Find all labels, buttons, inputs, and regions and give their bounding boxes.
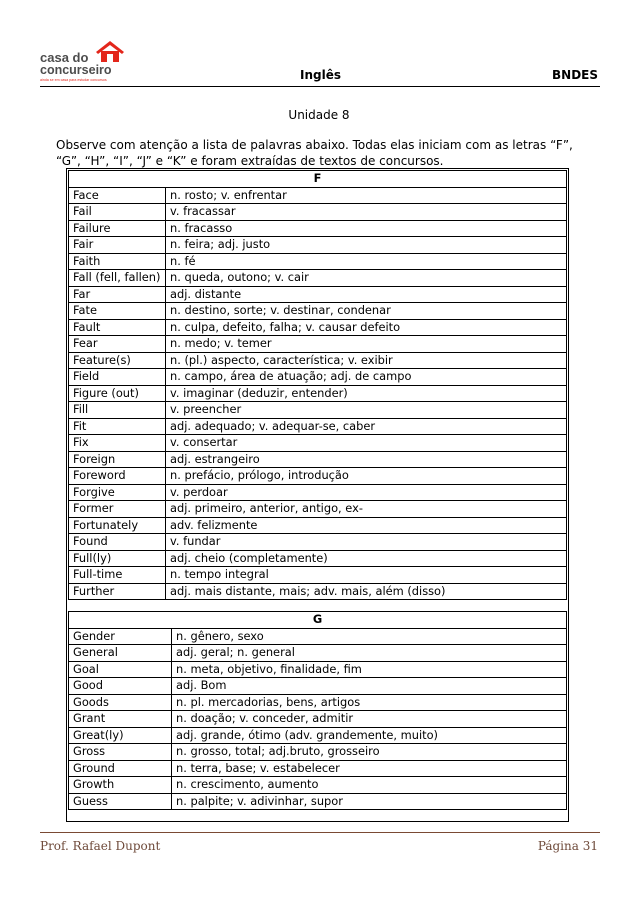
meaning-cell: n. rosto; v. enfrentar bbox=[166, 187, 567, 204]
table-row bbox=[69, 484, 567, 501]
meaning-cell: v. imaginar (deduzir, entender) bbox=[166, 385, 567, 402]
meaning-cell: v. fracassar bbox=[166, 204, 567, 221]
meaning-cell: v. preencher bbox=[166, 402, 567, 419]
header-subject: Inglês bbox=[300, 68, 341, 82]
footer-divider bbox=[40, 832, 600, 833]
logo-tagline: ainda se em casa para estudar concursos bbox=[40, 78, 107, 82]
meaning-cell: n. culpa, defeito, falha; v. causar defeito bbox=[166, 319, 567, 336]
vocabulary-table-f bbox=[68, 170, 567, 600]
table-row bbox=[69, 336, 567, 353]
meaning-cell: n. queda, outono; v. cair bbox=[166, 270, 567, 287]
word-cell: Feature(s) bbox=[69, 352, 166, 369]
table-row bbox=[69, 628, 567, 645]
meaning-cell: adj. cheio (completamente) bbox=[166, 550, 567, 567]
table-row bbox=[69, 204, 567, 221]
casa-do-concurseiro-logo bbox=[38, 38, 134, 86]
word-cell: Gross bbox=[69, 744, 172, 761]
section-header-f: F bbox=[69, 171, 567, 188]
meaning-cell: n. grosso, total; adj.bruto, grosseiro bbox=[172, 744, 567, 761]
meaning-cell: adv. felizmente bbox=[166, 517, 567, 534]
word-cell: Far bbox=[69, 286, 166, 303]
footer-author: Prof. Rafael Dupont bbox=[40, 839, 161, 853]
table-row bbox=[69, 468, 567, 485]
table-row bbox=[69, 220, 567, 237]
word-cell: Foreign bbox=[69, 451, 166, 468]
word-cell: Great(ly) bbox=[69, 727, 172, 744]
word-cell: Good bbox=[69, 678, 172, 695]
word-cell: Fit bbox=[69, 418, 166, 435]
word-cell: Growth bbox=[69, 777, 172, 794]
table-row bbox=[69, 402, 567, 419]
meaning-cell: n. crescimento, aumento bbox=[172, 777, 567, 794]
table-row bbox=[69, 744, 567, 761]
meaning-cell: n. feira; adj. justo bbox=[166, 237, 567, 254]
table-row bbox=[69, 550, 567, 567]
logo-line1: casa do bbox=[40, 50, 89, 65]
word-cell: Fear bbox=[69, 336, 166, 353]
word-cell: Found bbox=[69, 534, 166, 551]
table-row bbox=[69, 435, 567, 452]
table-row bbox=[69, 760, 567, 777]
unit-title: Unidade 8 bbox=[288, 108, 350, 122]
word-cell: Faith bbox=[69, 253, 166, 270]
meaning-cell: n. (pl.) aspecto, característica; v. exibir bbox=[166, 352, 567, 369]
word-cell: Guess bbox=[69, 793, 172, 810]
meaning-cell: v. consertar bbox=[166, 435, 567, 452]
table-row bbox=[69, 583, 567, 600]
word-cell: Face bbox=[69, 187, 166, 204]
word-cell: Goal bbox=[69, 661, 172, 678]
meaning-cell: n. palpite; v. adivinhar, supor bbox=[172, 793, 567, 810]
table-row bbox=[69, 517, 567, 534]
word-cell: Failure bbox=[69, 220, 166, 237]
table-row bbox=[69, 694, 567, 711]
word-cell: Fault bbox=[69, 319, 166, 336]
table-row bbox=[69, 661, 567, 678]
table-row bbox=[69, 369, 567, 386]
table-row bbox=[69, 711, 567, 728]
meaning-cell: adj. adequado; v. adequar-se, caber bbox=[166, 418, 567, 435]
word-cell: Grant bbox=[69, 711, 172, 728]
table-row bbox=[69, 270, 567, 287]
word-cell: General bbox=[69, 645, 172, 662]
meaning-cell: n. medo; v. temer bbox=[166, 336, 567, 353]
meaning-cell: adj. grande, ótimo (adv. grandemente, muito) bbox=[172, 727, 567, 744]
word-cell: Figure (out) bbox=[69, 385, 166, 402]
meaning-cell: n. campo, área de atuação; adj. de campo bbox=[166, 369, 567, 386]
section-g-rows bbox=[69, 628, 567, 810]
table-row bbox=[69, 567, 567, 584]
table-row bbox=[69, 418, 567, 435]
table-row bbox=[69, 253, 567, 270]
word-cell: Fall (fell, fallen) bbox=[69, 270, 166, 287]
meaning-cell: adj. estrangeiro bbox=[166, 451, 567, 468]
vocabulary-table-g bbox=[68, 611, 567, 810]
meaning-cell: v. fundar bbox=[166, 534, 567, 551]
table-row bbox=[69, 237, 567, 254]
table-row bbox=[69, 385, 567, 402]
table-row bbox=[69, 187, 567, 204]
meaning-cell: n. terra, base; v. estabelecer bbox=[172, 760, 567, 777]
meaning-cell: v. perdoar bbox=[166, 484, 567, 501]
footer-page-number: Página 31 bbox=[537, 839, 598, 853]
word-cell: Fix bbox=[69, 435, 166, 452]
word-cell: Foreword bbox=[69, 468, 166, 485]
word-cell: Fortunately bbox=[69, 517, 166, 534]
word-cell: Gender bbox=[69, 628, 172, 645]
meaning-cell: n. destino, sorte; v. destinar, condenar bbox=[166, 303, 567, 320]
table-row bbox=[69, 727, 567, 744]
meaning-cell: n. gênero, sexo bbox=[172, 628, 567, 645]
meaning-cell: n. doação; v. conceder, admitir bbox=[172, 711, 567, 728]
meaning-cell: n. fé bbox=[166, 253, 567, 270]
meaning-cell: adj. Bom bbox=[172, 678, 567, 695]
section-f-rows bbox=[69, 187, 567, 600]
word-cell: Fate bbox=[69, 303, 166, 320]
table-row bbox=[69, 793, 567, 810]
header-org: BNDES bbox=[552, 68, 598, 82]
meaning-cell: n. tempo integral bbox=[166, 567, 567, 584]
table-row bbox=[69, 451, 567, 468]
section-header-g: G bbox=[69, 612, 567, 629]
meaning-cell: n. meta, objetivo, finalidade, fim bbox=[172, 661, 567, 678]
word-cell: Field bbox=[69, 369, 166, 386]
word-cell: Former bbox=[69, 501, 166, 518]
word-cell: Ground bbox=[69, 760, 172, 777]
table-row bbox=[69, 352, 567, 369]
word-cell: Full(ly) bbox=[69, 550, 166, 567]
meaning-cell: adj. mais distante, mais; adv. mais, além (disso) bbox=[166, 583, 567, 600]
word-cell: Fill bbox=[69, 402, 166, 419]
table-row bbox=[69, 286, 567, 303]
meaning-cell: adj. distante bbox=[166, 286, 567, 303]
intro-paragraph: Observe com atenção a lista de palavras abaixo. Todas elas iniciam com as letras “F”, “G”, “H”, “I”, “J” e “K” e foram extraídas de textos de concursos. bbox=[56, 138, 573, 168]
meaning-cell: adj. geral; n. general bbox=[172, 645, 567, 662]
table-row bbox=[69, 303, 567, 320]
meaning-cell: n. fracasso bbox=[166, 220, 567, 237]
word-cell: Further bbox=[69, 583, 166, 600]
table-row bbox=[69, 678, 567, 695]
table-row bbox=[69, 534, 567, 551]
meaning-cell: n. pl. mercadorias, bens, artigos bbox=[172, 694, 567, 711]
table-row bbox=[69, 645, 567, 662]
word-cell: Goods bbox=[69, 694, 172, 711]
word-cell: Fair bbox=[69, 237, 166, 254]
word-cell: Full-time bbox=[69, 567, 166, 584]
table-row bbox=[69, 319, 567, 336]
meaning-cell: n. prefácio, prólogo, introdução bbox=[166, 468, 567, 485]
table-row bbox=[69, 777, 567, 794]
table-row bbox=[69, 501, 567, 518]
meaning-cell: adj. primeiro, anterior, antigo, ex- bbox=[166, 501, 567, 518]
word-cell: Fail bbox=[69, 204, 166, 221]
logo-line2: concurseiro bbox=[40, 63, 112, 77]
header-divider bbox=[40, 86, 600, 87]
word-cell: Forgive bbox=[69, 484, 166, 501]
